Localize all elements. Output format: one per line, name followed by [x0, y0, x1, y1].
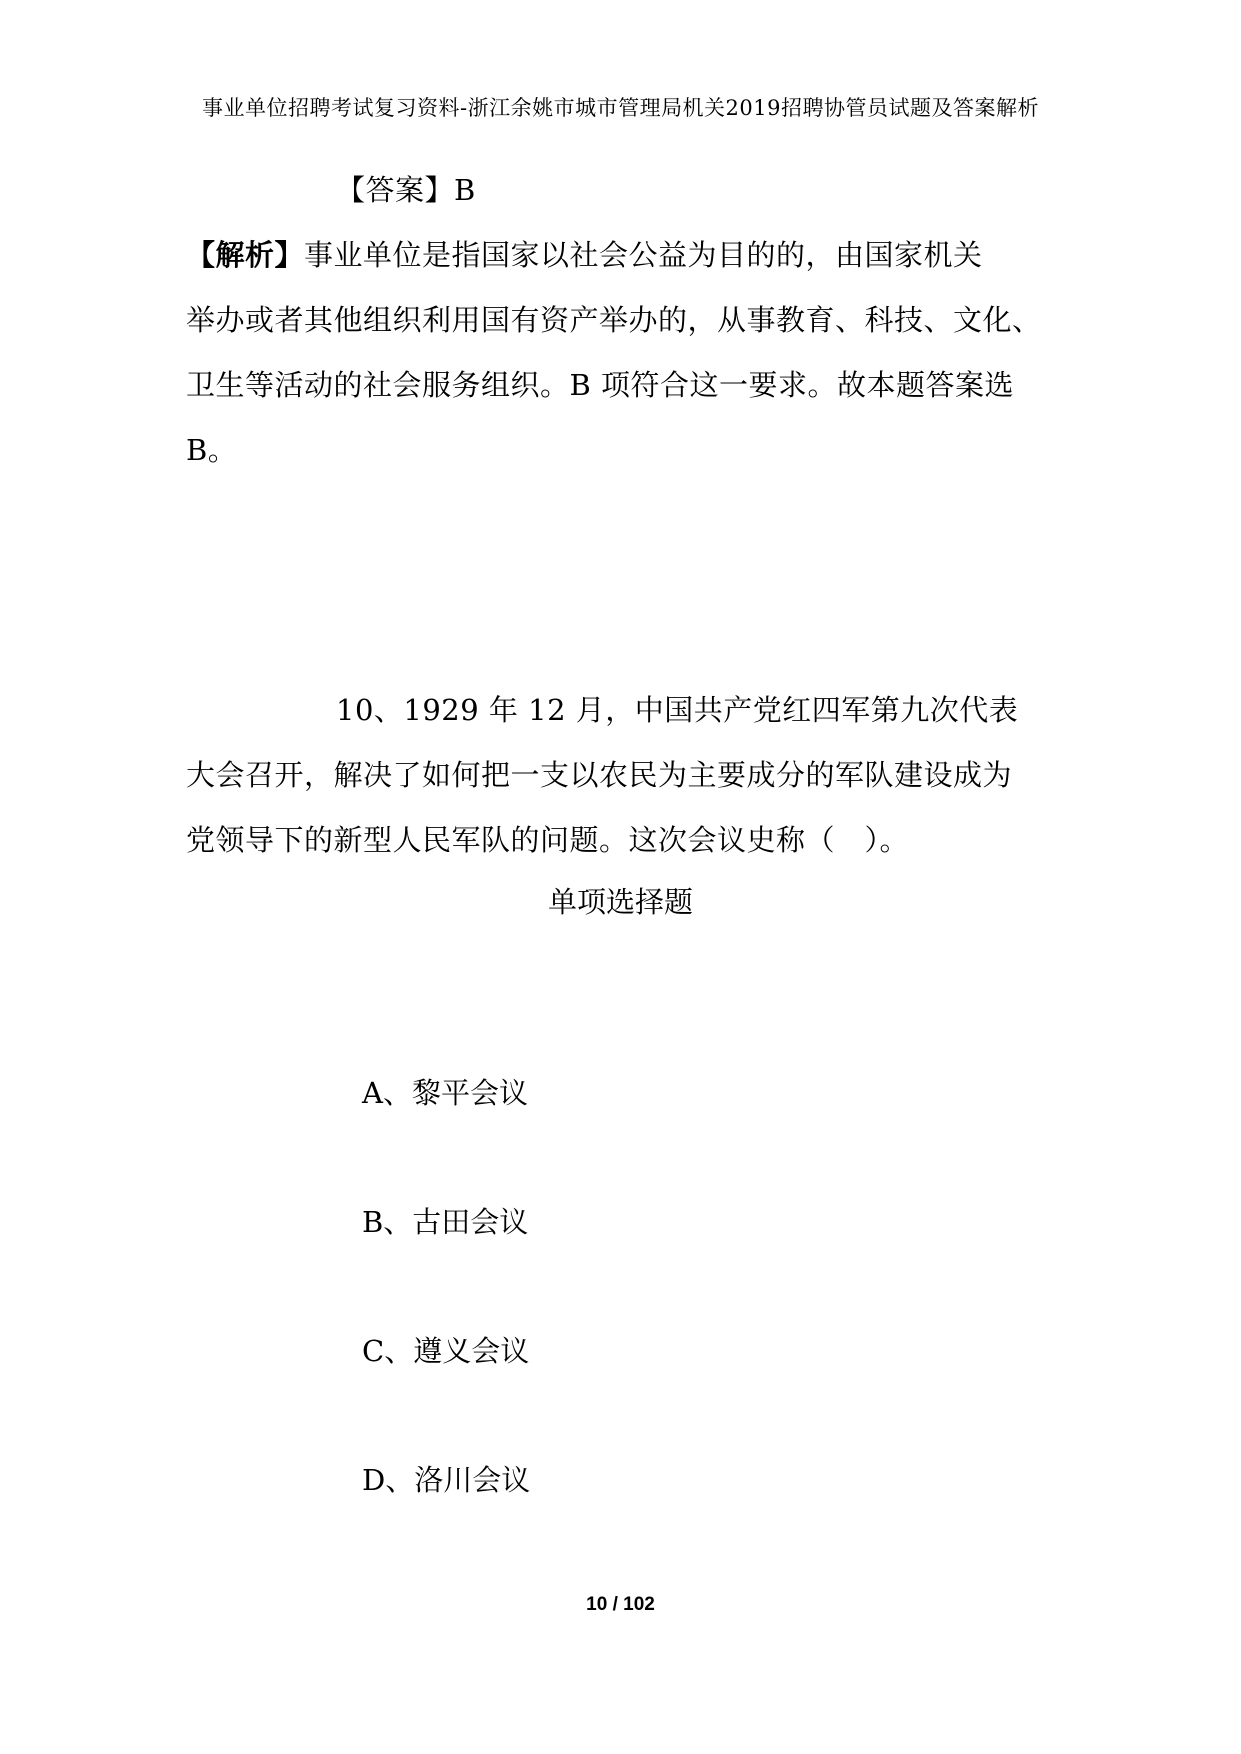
question-line-1: 10、1929 年 12 月，中国共产党红四军第九次代表 [336, 693, 1019, 727]
question-type: 单项选择题 [547, 885, 693, 919]
answer-label: 【答案】 [336, 173, 455, 207]
option-c[interactable]: C、遵义会议 [362, 1334, 530, 1368]
question-line-3: 党领导下的新型人民军队的问题。这次会议史称（ ）。 [186, 823, 910, 857]
page-header: 事业单位招聘考试复习资料-浙江余姚市城市管理局机关2019招聘协管员试题及答案解析 [201, 96, 1040, 120]
question-line-2: 大会召开，解决了如何把一支以农民为主要成分的军队建设成为 [186, 758, 1013, 792]
option-b[interactable]: B、古田会议 [362, 1205, 529, 1239]
answer-value: B [454, 173, 476, 207]
analysis-line-4: B。 [186, 433, 238, 467]
analysis-label: 【解析】 [186, 238, 305, 272]
analysis-line-2: 举办或者其他组织利用国有资产举办的，从事教育、科技、文化、 [186, 303, 1042, 337]
answer-line [336, 168, 476, 209]
analysis-text-1: 事业单位是指国家以社会公益为目的的，由国家机关 [304, 238, 983, 272]
analysis-line-3: 卫生等活动的社会服务组织。B 项符合这一要求。故本题答案选 [186, 368, 1015, 402]
option-a[interactable]: A、黎平会议 [362, 1076, 528, 1110]
option-d[interactable]: D、洛川会议 [362, 1463, 531, 1497]
analysis-line-1 [186, 233, 983, 274]
page-number: 10 / 102 [586, 1594, 655, 1615]
